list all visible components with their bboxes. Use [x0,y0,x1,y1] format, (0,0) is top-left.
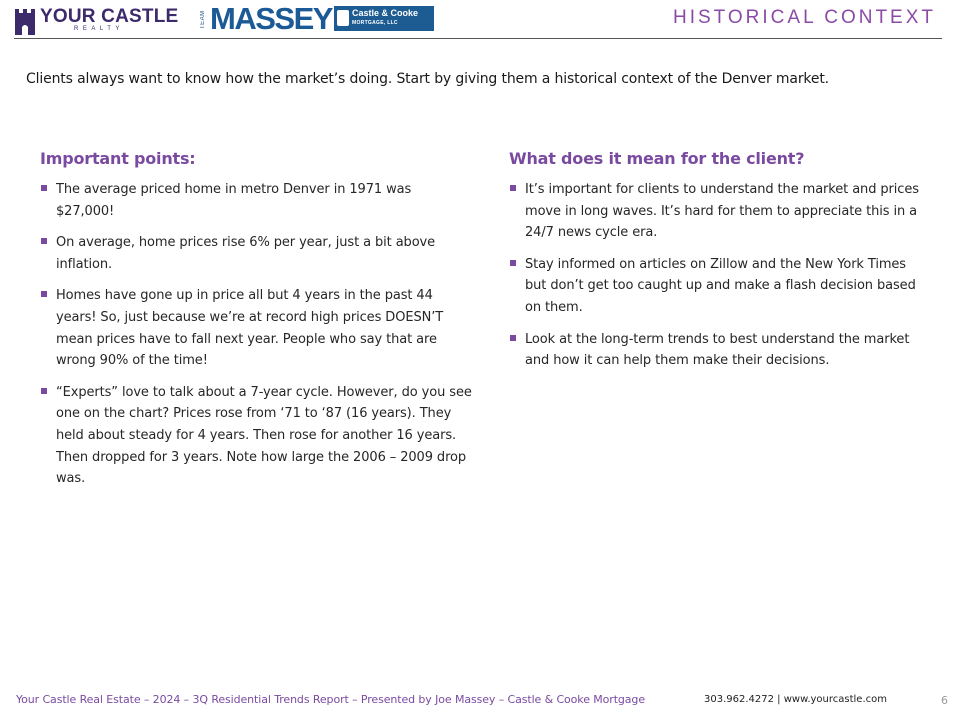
castle-cooke-logo [334,6,434,31]
list-item-text: Look at the long-term trends to best understand the market and how it can help them make their decisions. [525,331,910,369]
important-points-column [40,149,472,500]
brand-subtitle: REALTY [74,26,124,32]
footer-text: Your Castle Real Estate – 2024 – 3Q Residential Trends Report – Presented by Joe Massey – Castle & Cooke Mortgage [16,693,645,706]
list-item [509,329,929,372]
column-heading: Important points: [40,149,196,168]
list-item [40,285,472,371]
bullet-list [40,179,472,490]
list-item-text: It’s important for clients to understand the market and prices move in long waves. It’s hard for them to appreciate this in a 24/7 news cycle era. [525,182,919,241]
footer-contact: 303.962.4272 | www.yourcastle.com [704,694,887,705]
list-item [509,254,929,319]
client-meaning-column [509,149,929,382]
list-item [509,179,929,244]
bullet-square-icon [510,185,516,191]
bullet-list [509,179,929,372]
list-item [40,179,472,222]
list-item-text: Stay informed on articles on Zillow and the New York Times but don’t get too caught up and make a flash decision based on them. [525,256,916,315]
section-title: HISTORICAL CONTEXT [672,7,936,28]
lender-mark-icon [337,10,349,26]
header-divider [14,38,942,39]
team-label: TEAM [200,10,206,30]
list-item-text: The average priced home in metro Denver in 1971 was $27,000! [56,182,412,219]
bullet-square-icon [41,291,47,297]
list-item-text: “Experts” love to talk about a 7-year cycle. However, do you see one on the chart? Prices rose from ‘71 to ‘87 (16 years). They held about steady for 4 years. Then rose for another 16 years. Then dropped for 3 years. Note how large the 2006 – 2009 drop was. [56,384,472,487]
intro-text: Clients always want to know how the market’s doing. Start by giving them a historical context of the Denver market. [26,71,829,87]
your-castle-logo [14,5,179,35]
bullet-square-icon [510,260,516,266]
bullet-square-icon [41,185,47,191]
list-item [40,382,472,490]
list-item-text: On average, home prices rise 6% per year, just a bit above inflation. [56,235,436,272]
slide-header [0,0,960,40]
partner-name: MASSEY [210,1,332,36]
column-heading: What does it mean for the client? [509,149,805,168]
team-massey-logo [200,1,434,36]
castle-icon [14,5,36,35]
brand-name: YOUR CASTLE [40,6,179,27]
bullet-square-icon [510,335,516,341]
list-item [40,232,472,275]
lender-subtitle: MORTGAGE, LLC [352,20,398,26]
bullet-square-icon [41,388,47,394]
bullet-square-icon [41,238,47,244]
page-number: 6 [941,694,948,707]
lender-name: Castle & Cooke [352,8,419,18]
list-item-text: Homes have gone up in price all but 4 years in the past 44 years! So, just because we’re at record high prices DOESN’T mean prices have to fall next year. People who say that are wrong 90% of the time! [56,288,444,369]
